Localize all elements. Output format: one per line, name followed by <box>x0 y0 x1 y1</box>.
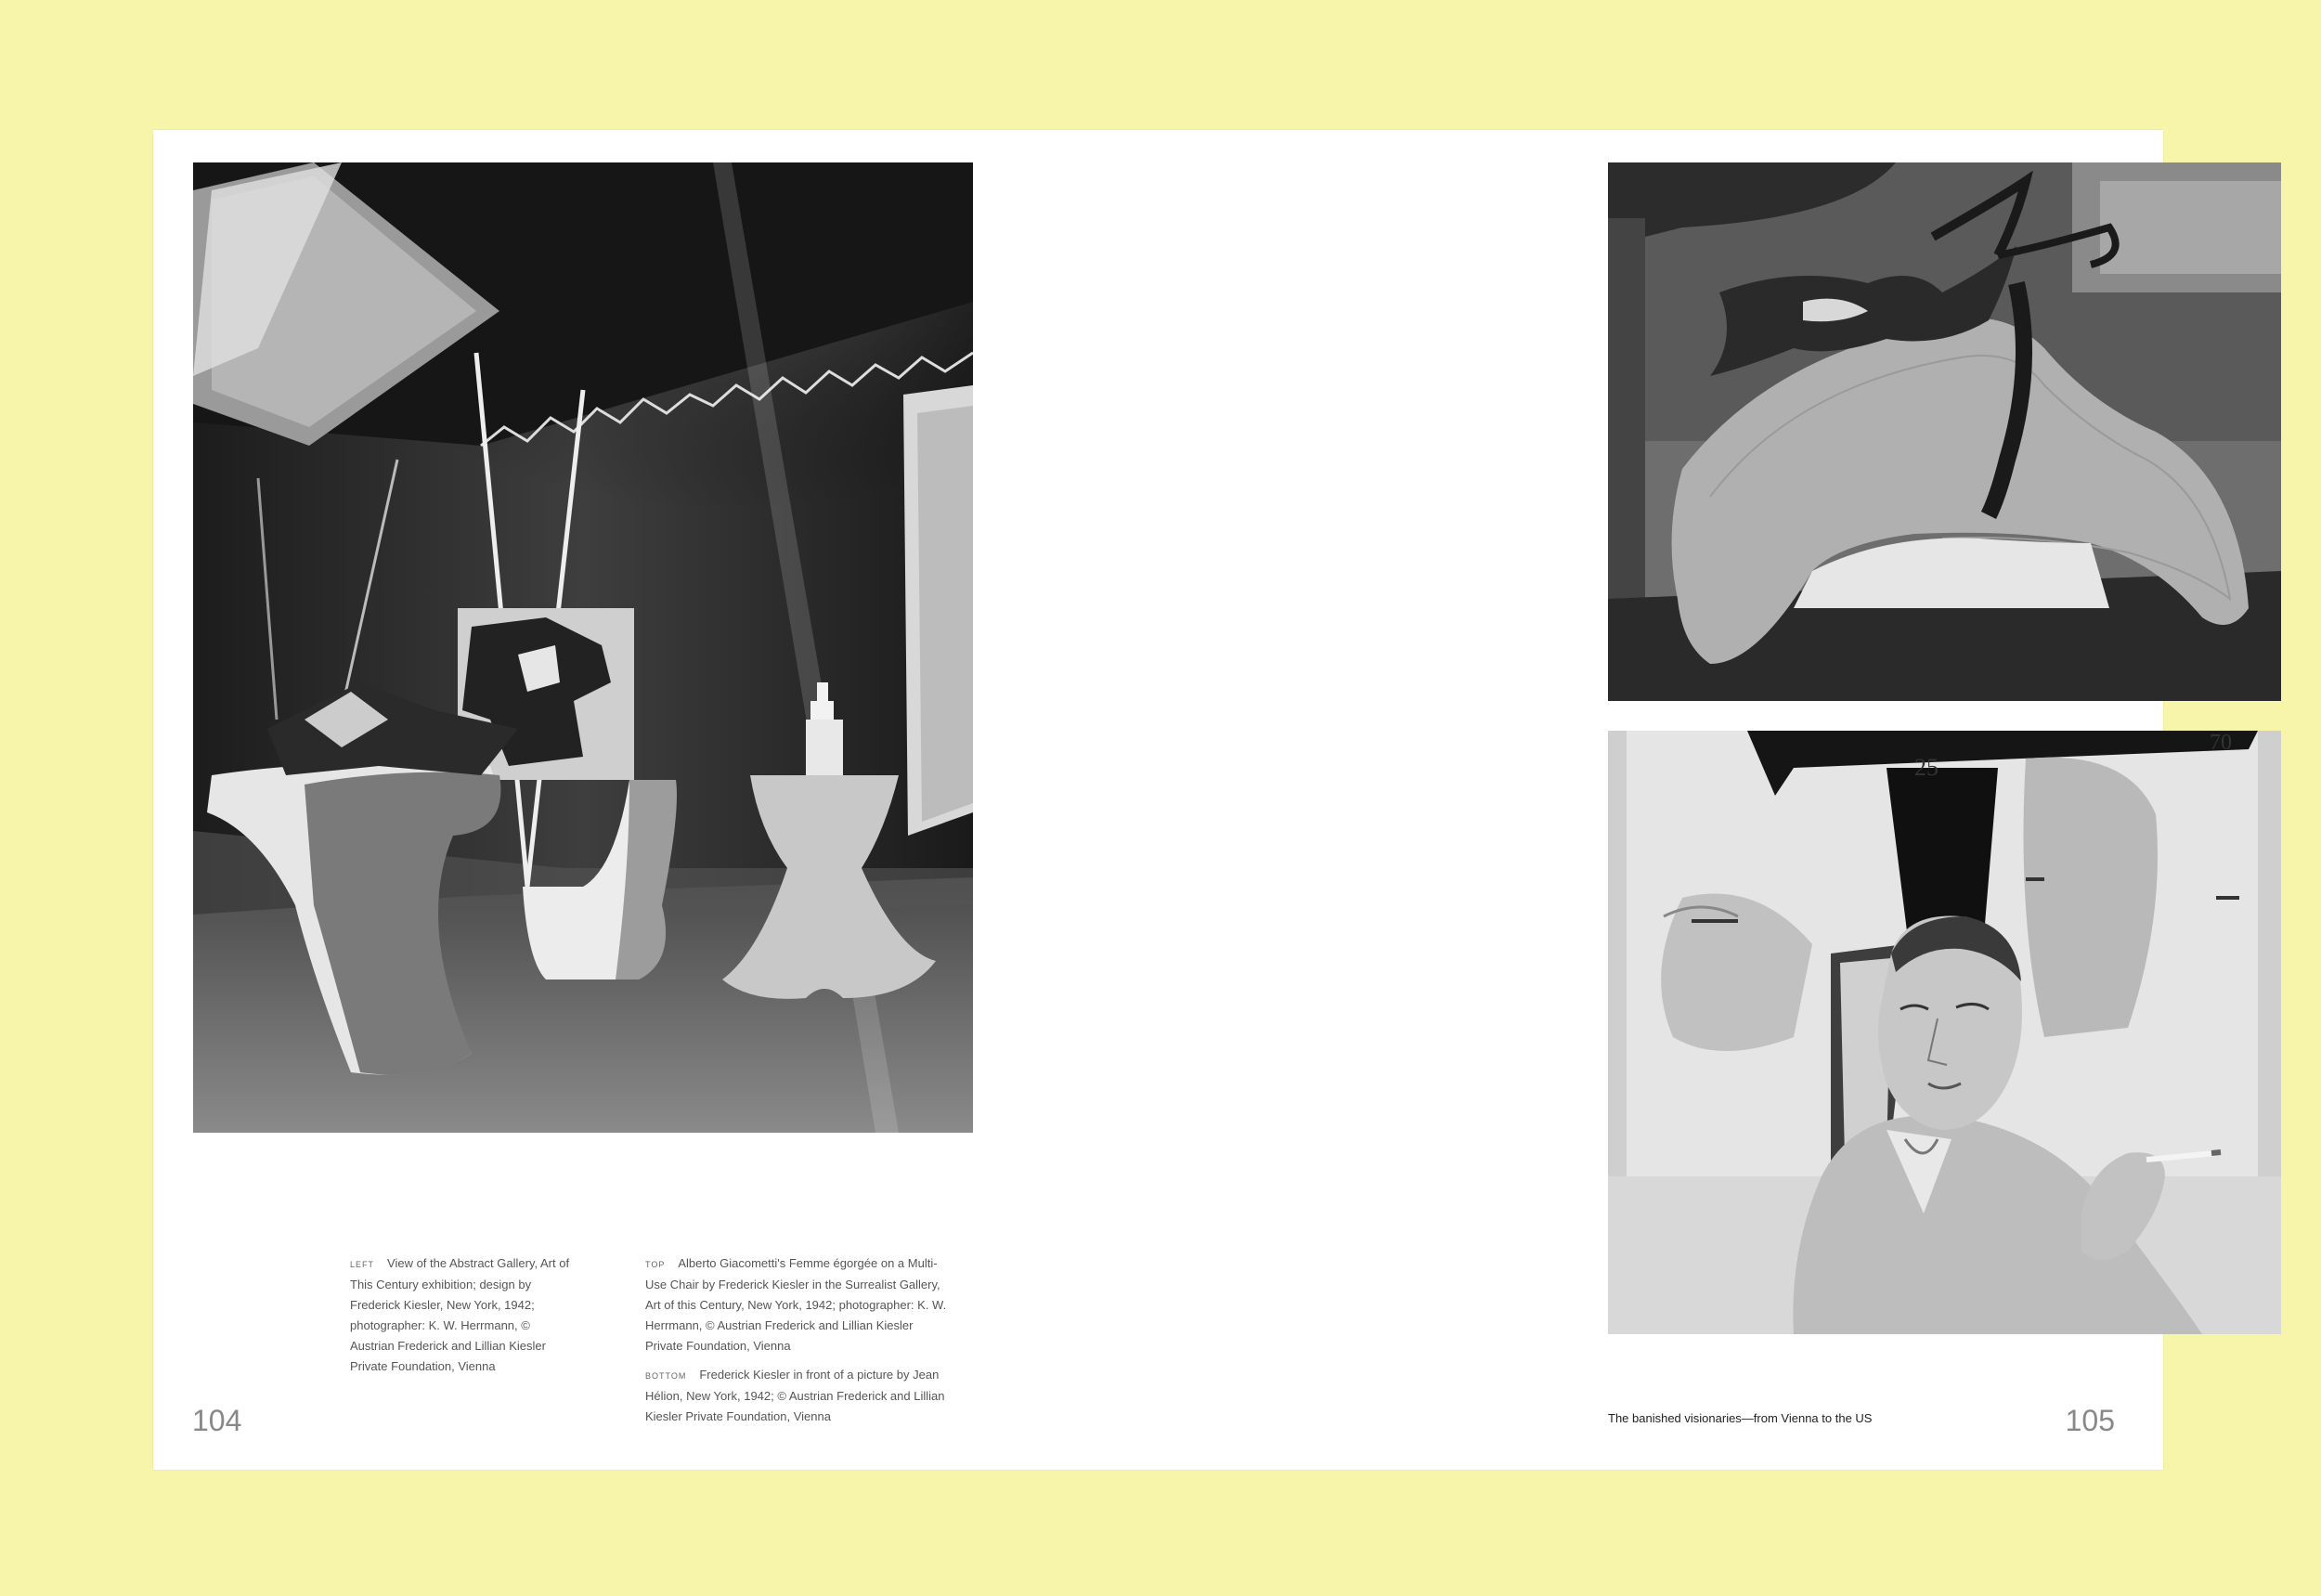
caption-chair <box>645 1253 952 1356</box>
caption-portrait <box>645 1365 952 1427</box>
caption-text: Alberto Giacometti's Femme égorgée on a Multi-Use Chair by Frederick Kiesler in the Surrealist Gallery, Art of this Century, New York, 1942; photographer: K. W. Herrmann, © Austrian Frederick and Lillian Kiesler Private Foundation, Vienna <box>645 1256 947 1353</box>
painting-mark-25: 25 <box>1914 754 1938 781</box>
gallery-photo-drawing <box>193 162 973 1133</box>
left-page <box>153 130 1158 1470</box>
book-spread <box>153 130 2232 1470</box>
right-page <box>1158 130 2232 1470</box>
chair-sculpture-drawing <box>1608 162 2281 701</box>
caption-tag: BOTTOM <box>645 1371 687 1381</box>
painting-mark-70: 70 <box>2210 731 2232 755</box>
caption-tag: TOP <box>645 1260 666 1269</box>
page-number-right: 105 <box>2065 1404 2115 1437</box>
portrait-photo <box>1608 731 2281 1334</box>
running-head: The banished visionaries—from Vienna to the US <box>1608 1411 1873 1425</box>
page-number-left: 104 <box>192 1404 242 1437</box>
portrait-drawing <box>1608 731 2281 1334</box>
chair-sculpture-photo <box>1608 162 2281 701</box>
caption-tag: LEFT <box>350 1260 375 1269</box>
gallery-photo <box>193 162 973 1133</box>
caption-text: Frederick Kiesler in front of a picture by Jean Hélion, New York, 1942; © Austrian Frederick and Lillian Kiesler Private Foundation, Vienna <box>645 1368 945 1423</box>
caption-text: View of the Abstract Gallery, Art of This Century exhibition; design by Frederick Kiesler, New York, 1942; photographer: K. W. Herrmann, © Austrian Frederick and Lillian Kiesler Private Foundation, Vienna <box>350 1256 570 1373</box>
caption-gallery <box>350 1253 573 1377</box>
